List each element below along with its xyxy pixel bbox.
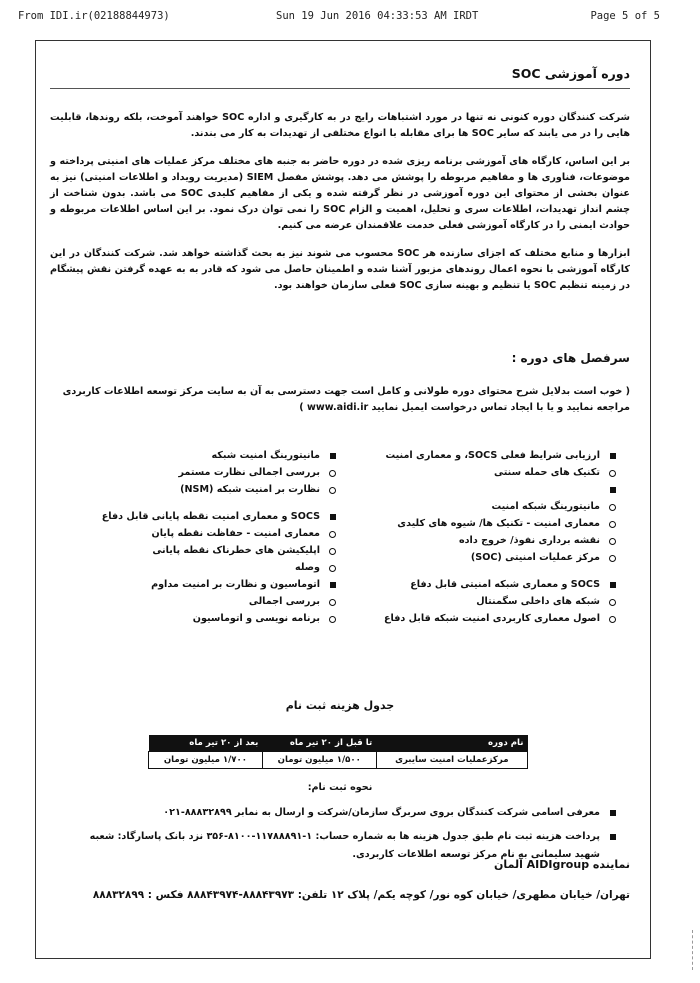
fax-sender: From IDI.ir(02188844973) <box>18 10 170 22</box>
list-item: معماری امنیت - حفاظت نقطه پایان <box>70 526 340 543</box>
scope-paragraph: بر این اساس، کارگاه های آموزشی برنامه ریزی شده در دوره حاضر به جنبه های مختلف مرکز عملیات های امنیتی پرداخته و موضوعات، فناوری ها و مفاهیم مربوطه را پوشش می دهد. پوشش مفصل SIEM (مدیریت رویداد و اطلاعات امنیتی) نیز به عنوان بخشی از محتوای این دوره آموزشی در نظر گرفته شده و یکی از مفاهیم کلیدی SOC می باشد. بدون شناخت از چشم انداز تهدیدات، اطلاعات سری و تحلیل، اهمیت و الزام SOC را نمی توان درک نمود. بر این اساس اطلاعات مربوطه و حوادث ایمنی را در کارگاه آموزشی فعلی خدمت علاقمندان عرضه می کنیم. <box>50 156 630 231</box>
cost-cell-late: ۱/۷۰۰ میلیون تومان <box>149 752 263 769</box>
list-item: معماری امنیت - تکنیک ها/ شیوه های کلیدی <box>350 516 620 533</box>
cost-header-course: نام دوره <box>376 735 527 752</box>
scan-edge-mark <box>692 930 696 970</box>
tools-paragraph: ابزارها و منابع مختلف که اجزای سازنده هر SOC محسوب می شوند نیز به بحث گذاشته خواهد شد. شرکت کنندگان در این کارگاه آموزشی با نحوه اعمال روندهای مزبور آشنا شده و اطمینان حاصل می شود که قادر به به عهده گرفتن نقش پیشگام در زمینه تنظیم SOC یا تنظیم و بهینه سازی SOC فعلی سازمان خواهند بود. <box>50 248 630 291</box>
title-divider <box>50 88 630 89</box>
syllabus-note: ( خوب است بدلایل شرح محتوای دوره طولانی و کامل است جهت دسترسی به آن به سایت مرکز توسعه اطلاعات کاربردی مراجعه نمایید و یا با ایجاد تماس درخواست ایمیل نمایید www.aidi.ir ) <box>62 386 630 413</box>
cost-cell-early: ۱/۵۰۰ میلیون تومان <box>262 752 376 769</box>
table-row <box>149 752 528 769</box>
list-item: معرفی اسامی شرکت کنندگان بروی سربرگ سازمان/شرکت و ارسال به نمابر ۸۸۸۳۲۸۹۹-۰۲۱ <box>70 804 620 822</box>
list-item <box>350 567 620 577</box>
syllabus-title: سرفصل های دوره : <box>511 351 630 365</box>
intro-paragraph: شرکت کنندگان دوره کنونی نه تنها در مورد اشتباهات رایج در به کارگیری و اداره SOC خواهند آموخت، بلکه روندها، قابلیت هایی را در می یابند که سایر SOC ها برای مقابله با انواع مختلفی از تهدیدات به کار می بندند. <box>50 112 630 139</box>
cost-table-title: جدول هزینه ثبت نام <box>285 699 395 712</box>
list-item: ارزیابی شرایط فعلی SOCS، و معماری امنیت <box>350 448 620 465</box>
cost-header-late: بعد از ۲۰ تیر ماه <box>149 735 263 752</box>
fax-timestamp: Sun 19 Jun 2016 04:33:53 AM IRDT <box>276 10 479 22</box>
list-item <box>70 499 340 509</box>
representative-line: نماینده AIDIgroup آلمان <box>494 858 630 871</box>
document-title: دوره آموزشی SOC <box>511 66 630 81</box>
list-item: پرداخت هزینه ثبت نام طبق جدول هزینه ها به شماره حساب: ۱-۱۱۷۸۸۸۹۱-۸۱۰۰-۳۵۶ نزد بانک پاسارگاد: شعبه شهید سلیمانی به نام مرکز توسعه اطلاعات کاربردی. <box>70 828 620 864</box>
list-item: برنامه نویسی و اتوماسیون <box>70 611 340 628</box>
list-item: بررسی اجمالی <box>70 594 340 611</box>
list-item: اپلیکیشن های خطرناک نقطه پایانی <box>70 543 340 560</box>
list-item: بررسی اجمالی نظارت مستمر <box>70 465 340 482</box>
syllabus-right-column <box>350 448 620 628</box>
document-body <box>50 60 630 950</box>
list-item: اتوماسیون و نظارت بر امنیت مداوم <box>70 577 340 594</box>
cost-cell-course: مرکزعملیات امنیت سایبری <box>376 752 527 769</box>
list-item: SOCS و معماری امنیت نقطه پایانی قابل دفاع <box>70 509 340 526</box>
list-item: مرکز عملیات امنیتی (SOC) <box>350 550 620 567</box>
cost-table <box>148 735 528 769</box>
list-item <box>350 482 620 499</box>
list-item: شبکه های داخلی سگمنتال <box>350 594 620 611</box>
contact-address: تهران/ خیابان مطهری/ خیابان کوه نور/ کوچه یکم/ پلاک ۱۲ تلفن: ۸۸۸۴۳۹۷۳-۸۸۸۴۳۹۷۴ فکس : ۸۸۸۳۲۸۹۹ <box>92 889 630 901</box>
list-item: مانیتورینگ شبکه امنیت <box>350 499 620 516</box>
list-item: مانیتورینگ امنیت شبکه <box>70 448 340 465</box>
cost-header-early: تا قبل از ۲۰ تیر ماه <box>262 735 376 752</box>
list-item: وصله <box>70 560 340 577</box>
list-item: تکنیک های حمله سنتی <box>350 465 620 482</box>
list-item: نظارت بر امنیت شبکه (NSM) <box>70 482 340 499</box>
fax-header <box>18 10 660 28</box>
list-item: SOCS و معماری شبکه امنیتی قابل دفاع <box>350 577 620 594</box>
fax-page-number: Page 5 of 5 <box>590 10 660 22</box>
registration-title: نحوه ثبت نام: <box>307 782 373 793</box>
syllabus-left-column <box>70 448 340 628</box>
list-item: نقشه برداری نفوذ/ خروج داده <box>350 533 620 550</box>
list-item: اصول معماری کاربردی امنیت شبکه قابل دفاع <box>350 611 620 628</box>
